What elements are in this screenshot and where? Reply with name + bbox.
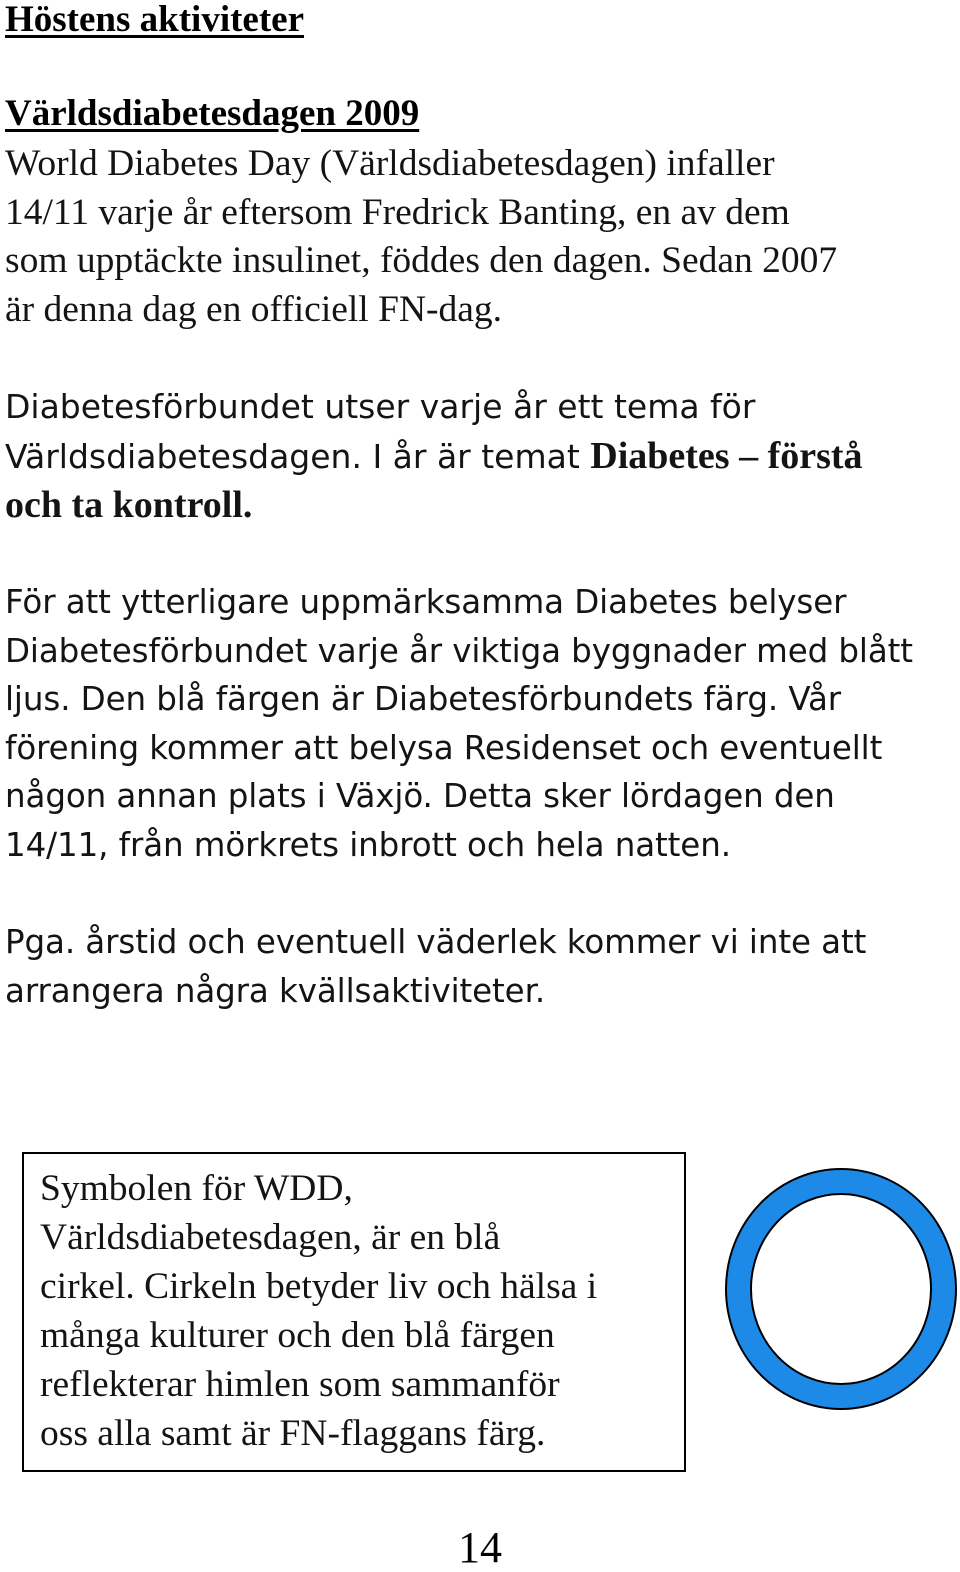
paragraph-line: World Diabetes Day (Världsdiabetesdagen) infaller [5,143,775,184]
blue-circle-icon [724,1167,958,1411]
theme-intro-text: Världsdiabetesdagen. I år är temat [5,436,591,476]
paragraph-line: som upptäckte insulinet, föddes den dagen. Sedan 2007 [5,240,838,281]
theme-name-part1: Diabetes – förstå [590,434,863,477]
paragraph-line: någon annan plats i Växjö. Detta sker lördagen den [5,777,835,815]
box-line: reflekterar himlen som sammanför [40,1364,560,1405]
paragraph-line: Diabetesförbundet varje år viktiga byggnader med blått [5,631,913,670]
paragraph-theme [5,383,955,531]
paragraph-line [5,432,955,482]
wdd-symbol-text-box [22,1152,686,1472]
wdd-symbol-description [40,1164,597,1458]
paragraph-line [5,481,955,531]
paragraph-line: 14/11 varje år eftersom Fredrick Banting, en av dem [5,191,790,233]
box-line: oss alla samt är FN-flaggans färg. [40,1413,546,1454]
paragraph-blue-lighting [5,578,955,869]
paragraph-line: Diabetesförbundet utser varje år ett tema för [5,387,756,426]
paragraph-line: För att ytterligare uppmärksamma Diabetes belyser [5,583,847,621]
box-line: Världsdiabetesdagen, är en blå [40,1217,501,1258]
section-title: Världsdiabetesdagen 2009 [5,93,420,134]
paragraph-world-diabetes-day [5,140,955,334]
box-line: många kulturer och den blå färgen [40,1315,555,1356]
paragraph-line: 14/11, från mörkrets inbrott och hela natten. [5,825,731,864]
paragraph-line: arrangera några kvällsaktiviteter. [5,971,546,1010]
page-number: 14 [458,1523,502,1572]
box-line: Symbolen för WDD, [40,1168,353,1209]
paragraph-line: Pga. årstid och eventuell väderlek kommer vi inte att [5,923,867,961]
box-line: cirkel. Cirkeln betyder liv och hälsa i [40,1266,598,1307]
paragraph-line: förening kommer att belysa Residenset och eventuellt [5,728,883,767]
paragraph-line: ljus. Den blå färgen är Diabetesförbundets färg. Vår [5,680,842,718]
paragraph-no-evening-activities [5,918,955,1015]
paragraph-line: är denna dag en officiell FN-dag. [5,288,503,330]
page-title: Höstens aktiviteter [5,0,305,40]
theme-name-part2: och ta kontroll. [5,484,253,526]
